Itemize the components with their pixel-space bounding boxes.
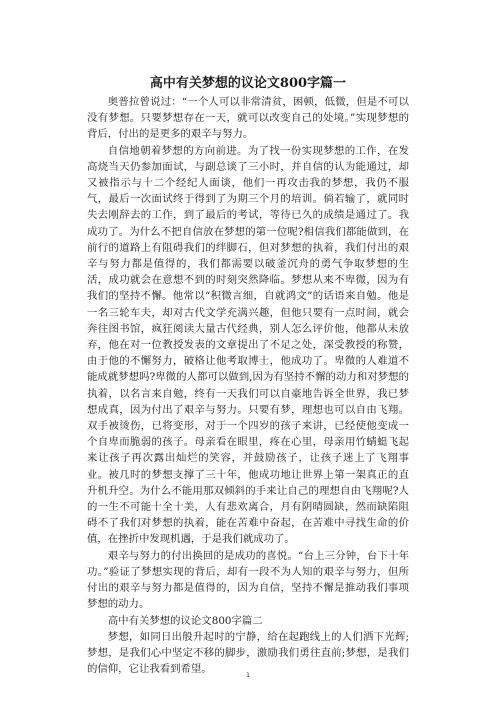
paragraph-part-two: 梦想，如同日出般升起时的宁静，给在起跑线上的人们洒下光辉;梦想，是我们心中坚定不移的脚步，激励我们勇往直前;梦想，是我们的信仰，它让我看到希望。: [87, 630, 409, 676]
paragraph-confidence: 自信地朝着梦想的方向前进。为了找一份实现梦想的工作，在发高烧当天仍参加面试，与副总谈了三小时，并自信的认为能通过，却又被指示与十二个经纪人面谈，他们一再攻击我的梦想，我仍不服气，最后一次面试终于得到了为期三个月的培训。倘若输了，就同时失去刚辞去的工作，到了最后的考试，等待已久的成绩是通过了。我成功了。为什么不把自信放在梦想的第一位呢?相信我们都能做到，在前行的道路上有阻碍我们的绊脚石，但对梦想的执着，我们付出的艰辛与努力都是值得的，我们都需要以破釜沉舟的勇气争取梦想的生活，成功就会在意想不到的时刻突然降临。梦想从来不卑微，因为有我们的坚持不懈。他常以“积微言细，自就鸿文”的话语来自勉。他是一名三轮车夫，却对古代文学充满兴趣，但他只要有一点时间，就会奔往图书馆，疯狂阅读大量古代经典，别人怎么评价他，他都从未放弃，他在对一位教授发表的文章提出了不足之处，深受教授的称赞，由于他的不懈努力，破格让他考取博士，他成功了。卑微的人难道不能成就梦想吗?卑微的人都可以做到,因为有坚持不懈的动力和对梦想的执着，以名言来自勉，终有一天我们可以自豪地告诉全世界，我已梦想成真，因为付出了艰辛与努力。只要有梦，理想也可以自由飞翔。双手被烫伤，已将变形，对于一个四岁的孩子来讲，已经使他变成一个自卑而脆弱的孩子。母亲看在眼里，疼在心里，母亲用竹蜻蜓飞起来让孩子再次露出灿烂的笑容，并鼓励孩子，让孩子迷上了飞翔事业。被几时的梦想支撑了三十年，他成功地让世界上第一架真正的直升机升空。为什么不能用那双倾斜的手来让自己的理想自由飞翔呢?人的一生不可能十全十美，人有悲欢离合，月有阴晴圆缺，然而缺陷阻碍不了我们对梦想的执着，能在苦难中奋起，在苦难中寻找生命的价值，在挫折中发现机遇，于是我们就成功了。: [87, 144, 409, 546]
paragraph-conclusion: 艰辛与努力的付出换回的是成功的喜悦。“台上三分钟，台下十年功。”验证了梦想实现的背后，却有一段不为人知的艰辛与努力，但所付出的艰辛与努力都是值得的，因为自信，坚持不懈是推动我们事项梦想的动力。: [87, 549, 409, 611]
section-heading-part-two: 高中有关梦想的议论文800字篇二: [107, 614, 263, 627]
paragraph-intro: 奥普拉曾说过：“一个人可以非常清贫，困顿，低微，但是不可以没有梦想。只要梦想存在一天，就可以改变自己的处境。”实现梦想的背后，付出的是更多的艰辛与努力。: [87, 96, 409, 141]
document-title: 高中有关梦想的议论文800字篇一: [149, 76, 347, 91]
document-body: [87, 94, 409, 677]
page-number: 1: [246, 672, 250, 679]
